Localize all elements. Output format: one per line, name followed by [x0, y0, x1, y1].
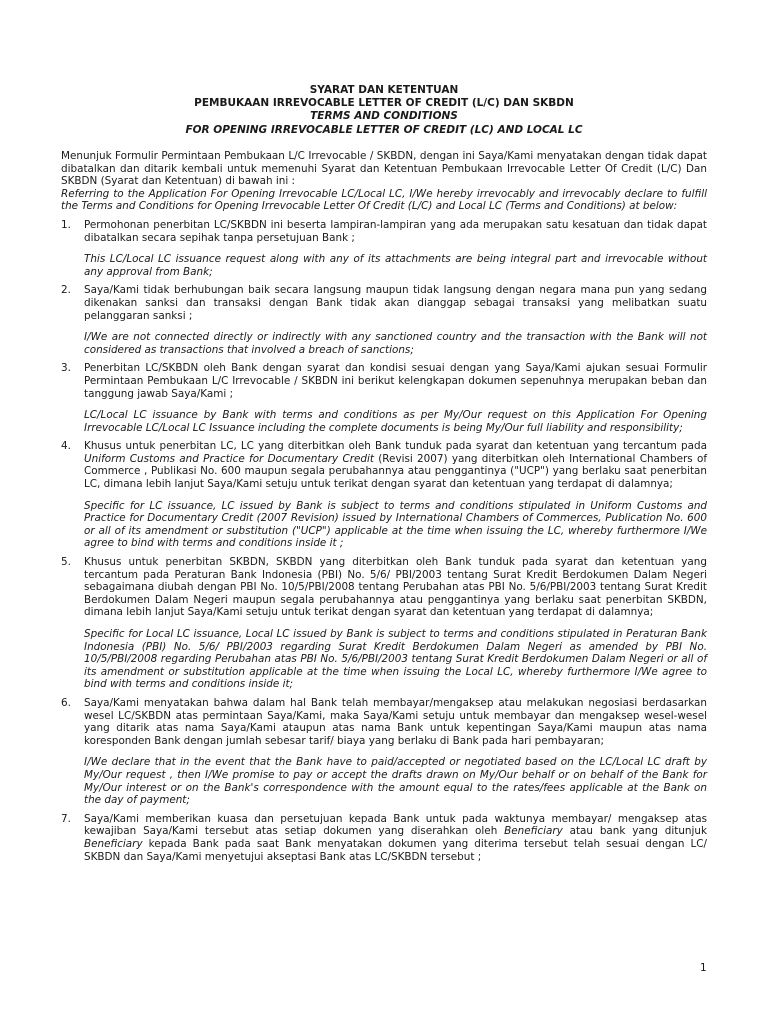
- term-item: [61, 556, 707, 691]
- terms-list: [61, 219, 707, 863]
- term-number: 2.: [61, 284, 71, 297]
- term-number: 6.: [61, 696, 71, 709]
- term-text-en: LC/Local LC issuance by Bank with terms and conditions as per My/Our request on this Application For Opening Irrevocable LC/Local LC Issuance including the complete documents is being My/Our full liability and responsibility;: [84, 409, 707, 434]
- term-number: 1.: [61, 218, 71, 231]
- term-text-en: I/We are not connected directly or indirectly with any sanctioned country and the transaction with the Bank will not considered as transactions that involved a breach of sanctions;: [84, 331, 707, 356]
- term-text-id: Penerbitan LC/SKBDN oleh Bank dengan syarat dan kondisi sesuai dengan yang Saya/Kami ajukan sesuai Formulir Permintaan Pembukaan L/C Irrevocable / SKBDN ini berikut kelengkapan dokumen sepenuhnya merupakan beban dan tanggung jawab Saya/Kami ;: [84, 362, 707, 400]
- beneficiary-term: Beneficiary: [84, 837, 143, 850]
- term-item: [61, 440, 707, 550]
- term-text-id-part: Saya/Kami memberikan kuasa dan persetujuan kepada Bank untuk pada waktunya membayar/ mengaksep atas kewajiban Saya/Kami tersebut atas setiap dokumen yang diserahkan oleh: [84, 812, 707, 838]
- subtitle-en: FOR OPENING IRREVOCABLE LETTER OF CREDIT (LC) AND LOCAL LC: [185, 123, 583, 136]
- term-number: 7.: [61, 812, 71, 825]
- term-text-id: Saya/Kami tidak berhubungan baik secara langsung maupun tidak langsung dengan negara mana pun yang sedang dikenakan sanksi dan transaksi dengan Bank tidak akan dianggap sebagai transaksi yang melibatkan suatu pelanggaran sanksi ;: [84, 284, 707, 322]
- term-text-en: This LC/Local LC issuance request along with any of its attachments are being integral part and irrevocable without any approval from Bank;: [84, 253, 707, 278]
- document-header: [0, 84, 768, 137]
- term-text-id: Permohonan penerbitan LC/SKBDN ini beserta lampiran-lampiran yang ada merupakan satu kesatuan dan tidak dapat dibatalkan secara sepihak tanpa persetujuan Bank ;: [84, 218, 707, 244]
- page-number: 1: [700, 962, 707, 974]
- term-text-id: [84, 813, 707, 863]
- beneficiary-term: Beneficiary: [504, 825, 563, 838]
- term-number: 4.: [61, 440, 71, 453]
- term-text-id: Saya/Kami menyatakan bahwa dalam hal Bank telah membayar/mengaksep atau melakukan negosiasi berdasarkan wesel LC/SKBDN atas permintaan Saya/Kami, maka Saya/Kami setuju untuk membayar dan mengaksep wesel-wesel yang ditarik atas nama Saya/Kami ataupun atas nama Bank untuk kepentingan Saya/Kami maupun atas nama koresponden Bank dengan jumlah sebesar tarif/ biaya yang berlaku di Bank pada hari pembayaran;: [84, 696, 707, 747]
- term-text-en: I/We declare that in the event that the Bank have to paid/accepted or negotiated based on the LC/Local LC draft by My/Our request , then I/We promise to pay or accept the drafts drawn on My/Our behalf or on behalf of the Bank for My/Our interest or on the Bank's correspondence with the amount equal to the rates/fees applicable at the Bank on the day of payment;: [84, 756, 707, 807]
- term-item: [61, 697, 707, 807]
- ucp-title: Uniform Customs and Practice for Documentary Credit: [84, 452, 374, 465]
- intro-paragraph-id: Menunjuk Formulir Permintaan Pembukaan L/C Irrevocable / SKBDN, dengan ini Saya/Kami menyatakan dengan tidak dapat dibatalkan dan ditarik kembali untuk memenuhi Syarat dan Ketentuan Pembukaan Irrevocable Letter Of Credit (L/C) Dan SKBDN (Syarat dan Ketentuan) di bawah ini :: [61, 150, 707, 188]
- term-item: [61, 362, 707, 434]
- term-text-en: Specific for Local LC issuance, Local LC issued by Bank is subject to terms and conditions stipulated in Peraturan Bank Indonesia (PBI) No. 5/6/ PBI/2003 regarding Surat Kredit Berdokumen Dalam Negeri as amended by PBI No. 10/5/PBI/2008 regarding Perubahan atas PBI No. 5/6/PBI/2003 tentang Surat Kredit Berdokumen Dalam Negeri or all of its amendment or substitution applicable at the time when issuing the Local LC, whereby furthermore I/We agree to bind with terms and conditions inside it;: [84, 628, 707, 691]
- term-item: [61, 813, 707, 863]
- subtitle-id: PEMBUKAAN IRREVOCABLE LETTER OF CREDIT (L/C) DAN SKBDN: [194, 97, 574, 110]
- intro-paragraph-en: Referring to the Application For Opening Irrevocable LC/Local LC, I/We hereby irrevocably and irrevocably declare to fulfill the Terms and Conditions for Opening Irrevocable Letter Of Credit (L/C) and Local LC (Terms and Conditions) at below:: [61, 187, 707, 213]
- term-item: [61, 284, 707, 356]
- term-item: [61, 219, 707, 278]
- term-number: 3.: [61, 362, 71, 375]
- term-text-id: Khusus untuk penerbitan SKBDN, SKBDN yang diterbitkan oleh Bank tunduk pada syarat dan ketentuan yang tercantum pada Peraturan Bank Indonesia (PBI) No. 5/6/ PBI/2003 tentang Surat Kredit Berdokumen Dalam Negeri sebagaimana diubah dengan PBI No. 10/5/PBI/2008 tentang Perubahan atas PBI No. 5/6/PBI/2003 tentang Surat Kredit Berdokumen Dalam Negeri maupun segala perubahannya atau penggantinya yang berlaku saat penerbitan SKBDN, dimana lebih lanjut Saya/Kami setuju untuk terikat dengan syarat dan ketentuan yang terdapat di dalamnya;: [84, 556, 707, 619]
- term-text-id-part: kepada Bank pada saat Bank menyatakan dokumen yang diterima tersebut telah sesuai dengan LC/ SKBDN dan Saya/Kami menyetujui akseptasi Bank atas LC/SKBDN tersebut ;: [84, 837, 707, 863]
- term-text-id-part: atau bank yang ditunjuk: [562, 825, 708, 838]
- term-text-en: Specific for LC issuance, LC issued by Bank is subject to terms and conditions stipulated in Uniform Customs and Practice for Documentary Credit (2007 Revision) issued by International Chambers of Commerces, Publication No. 600 or all of its amendment or substitution ("UCP") applicable at the time when issuing the LC, whereby furthermore I/We agree to bind with terms and conditions inside it ;: [84, 499, 707, 550]
- term-text-id: [84, 440, 707, 490]
- term-text-id-part: (Revisi 2007) yang diterbitkan oleh International Chambers of Commerce , Publikasi No. 600 maupun segala perubahannya atau penggantinya ("UCP") yang berlaku saat penerbitan LC, dimana lebih lanjut Saya/Kami setuju untuk terikat dengan syarat dan ketentuan yang terdapat di dalamnya;: [84, 452, 708, 491]
- term-number: 5.: [61, 556, 71, 569]
- title-id: SYARAT DAN KETENTUAN: [309, 84, 459, 96]
- title-en: TERMS AND CONDITIONS: [310, 110, 458, 123]
- term-text-id-part: Khusus untuk penerbitan LC, LC yang diterbitkan oleh Bank tunduk pada syarat dan ketentuan yang tercantum pada: [84, 440, 707, 453]
- document-body: [61, 150, 707, 863]
